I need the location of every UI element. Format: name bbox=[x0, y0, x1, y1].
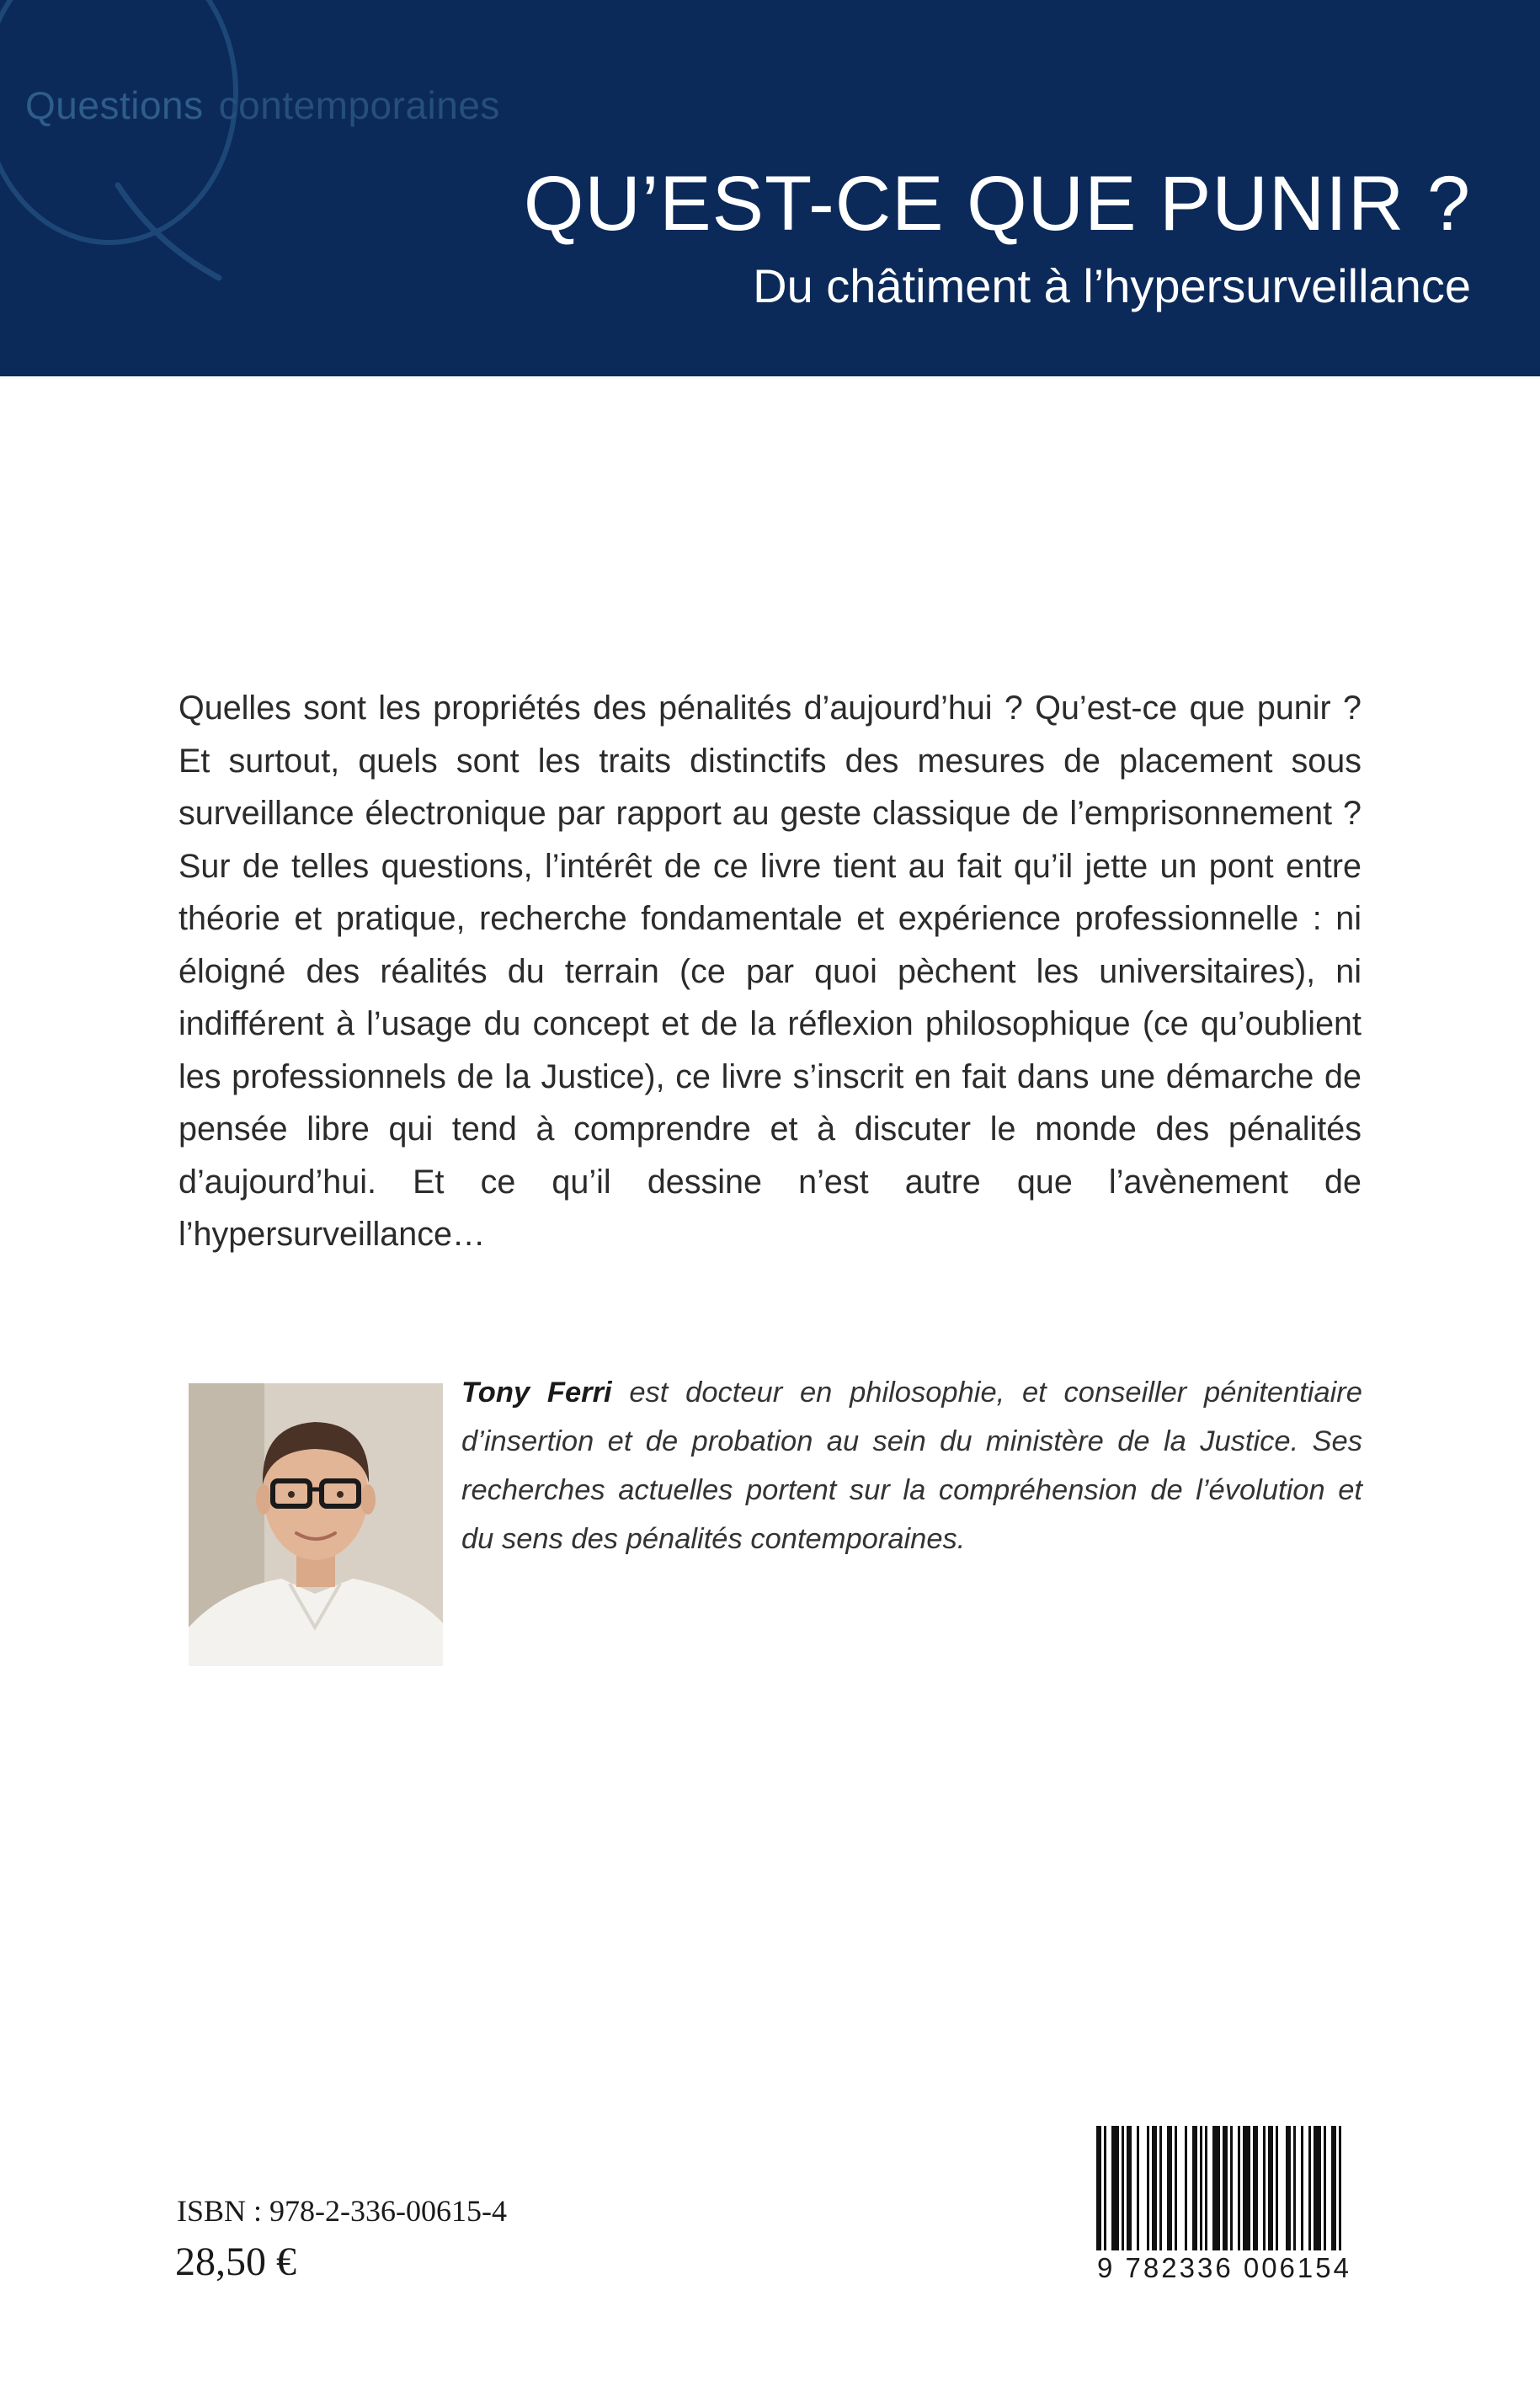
barcode-bar bbox=[1167, 2126, 1172, 2252]
barcode-bar bbox=[1185, 2126, 1187, 2252]
series-name bbox=[25, 83, 500, 128]
barcode-bar bbox=[1331, 2126, 1336, 2252]
barcode-bar bbox=[1159, 2126, 1162, 2252]
barcode-bar bbox=[1223, 2126, 1228, 2269]
author-bio bbox=[461, 1368, 1362, 1563]
book-price: 28,50 € bbox=[175, 2240, 296, 2284]
barcode-bar bbox=[1192, 2126, 1197, 2252]
barcode-bar bbox=[1205, 2126, 1207, 2252]
barcode-bar bbox=[1243, 2126, 1250, 2252]
barcode-bar bbox=[1286, 2126, 1291, 2252]
barcode-bar bbox=[1308, 2126, 1311, 2252]
author-photo bbox=[189, 1383, 443, 1666]
barcode-bar bbox=[1339, 2126, 1341, 2269]
barcode-bar bbox=[1212, 2126, 1220, 2252]
barcode-bar bbox=[1096, 2126, 1101, 2269]
book-subtitle: Du châtiment à l’hypersurveillance bbox=[753, 259, 1471, 312]
back-cover-blurb: Quelles sont les propriétés des pénalités d’aujourd’hui ? Qu’est-ce que punir ? Et surtout, quels sont les traits distinctifs des mesures de placement sous surveillance électronique par rapport au geste classique de l’emprisonnement ? Sur de telles questions, l’intérêt de ce livre tient au fait qu’il jette un pont entre théorie et pratique, recherche fondamentale et expérience professionnelle : ni éloigné des réalités du terrain (ce par quoi pèchent les universitaires), ni indifférent à l’usage du concept et de la réflexion philosophique (ce qu’oublient les professionnels de la Justice), ce livre s’inscrit en fait dans une démarche de pensée libre qui tend à comprendre et à discuter le monde des pénalités d’aujourd’hui. Et ce qu’il dessine n’est autre que l’avènement de l’hypersurveillance… bbox=[179, 690, 1361, 1253]
isbn-number: ISBN : 978-2-336-00615-4 bbox=[177, 2194, 507, 2228]
barcode-bar bbox=[1263, 2126, 1266, 2252]
barcode-bar bbox=[1122, 2126, 1124, 2252]
book-title: QU’EST-CE QUE PUNIR ? bbox=[523, 161, 1471, 247]
barcode-bar bbox=[1175, 2126, 1177, 2252]
barcode-bar bbox=[1200, 2126, 1202, 2252]
barcode-bar bbox=[1111, 2126, 1119, 2252]
author-portrait-image bbox=[189, 1383, 443, 1666]
barcode-bar bbox=[1238, 2126, 1240, 2252]
barcode-bar bbox=[1104, 2126, 1106, 2269]
barcode-bar bbox=[1230, 2126, 1233, 2252]
series-word-2: contemporaines bbox=[218, 83, 500, 127]
barcode-bar bbox=[1152, 2126, 1157, 2252]
barcode-bar bbox=[1301, 2126, 1303, 2252]
barcode-bar bbox=[1127, 2126, 1132, 2252]
author-bio-text: est docteur en philosophie, et conseiller pénitentiaire d’insertion et de probation au sein du ministère de la Justice. Ses recherches actuelles portent sur la compréhension de l’évolution et du sens des pénalités contemporaines. bbox=[461, 1377, 1362, 1555]
barcode-bar bbox=[1293, 2126, 1296, 2252]
barcode-bar bbox=[1324, 2126, 1326, 2252]
author-name: Tony Ferri bbox=[461, 1377, 612, 1409]
barcode-bar bbox=[1253, 2126, 1258, 2252]
series-q-logo bbox=[0, 0, 295, 320]
barcode-bar bbox=[1314, 2126, 1321, 2252]
barcode-bar bbox=[1147, 2126, 1149, 2252]
barcode-bar bbox=[1276, 2126, 1278, 2252]
cover-header bbox=[0, 0, 1540, 376]
barcode-bar bbox=[1268, 2126, 1273, 2252]
barcode-bar bbox=[1137, 2126, 1139, 2252]
series-word-1: Questions bbox=[25, 83, 204, 127]
barcode-digits: 9 782336 006154 bbox=[1084, 2250, 1364, 2286]
